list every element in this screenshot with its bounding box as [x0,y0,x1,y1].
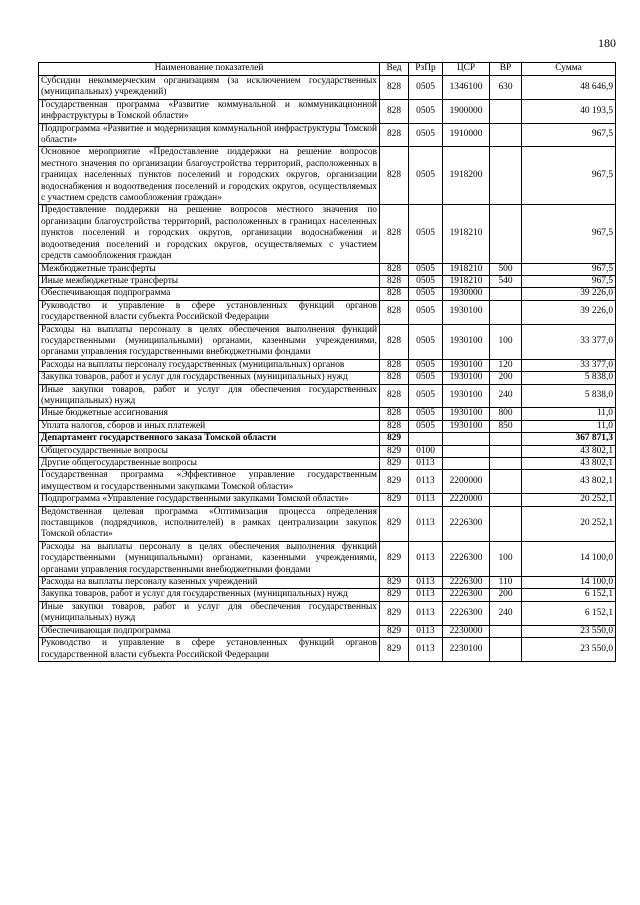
cell-sum: 11,0 [522,420,616,432]
cell-vr: 800 [490,408,522,420]
cell-ved: 829 [380,577,409,589]
cell-ved: 828 [380,359,409,371]
cell-rzpr: 0505 [409,300,443,324]
cell-name: Департамент государственного заказа Томской области [39,433,380,445]
header-name: Наименование показателей [39,63,380,76]
cell-vr: 240 [490,384,522,408]
cell-csr: 1900000 [443,99,490,123]
cell-name: Общегосударственные вопросы [39,445,380,457]
cell-ved: 828 [380,420,409,432]
cell-sum: 20 252,1 [522,506,616,541]
cell-ved: 828 [380,123,409,147]
cell-vr: 200 [490,372,522,384]
table-row [39,638,616,662]
cell-name: Расходы на выплаты персоналу государственных (муниципальных) органов [39,359,380,371]
cell-rzpr: 0505 [409,263,443,275]
table-row [39,288,616,300]
table-row [39,625,616,637]
cell-vr [490,205,522,263]
cell-rzpr: 0113 [409,506,443,541]
cell-csr: 1918210 [443,263,490,275]
cell-sum: 367 871,3 [522,433,616,445]
cell-csr: 2226300 [443,577,490,589]
cell-rzpr: 0100 [409,445,443,457]
cell-rzpr: 0505 [409,99,443,123]
cell-csr: 2230000 [443,625,490,637]
cell-name: Закупка товаров, работ и услуг для государственных (муниципальных) нужд [39,372,380,384]
cell-ved: 829 [380,541,409,576]
cell-ved: 828 [380,275,409,287]
cell-vr: 100 [490,324,522,359]
cell-rzpr: 0113 [409,577,443,589]
cell-csr: 2226300 [443,541,490,576]
cell-csr [443,445,490,457]
cell-sum: 5 838,0 [522,372,616,384]
cell-sum: 23 550,0 [522,638,616,662]
cell-ved: 829 [380,638,409,662]
cell-sum: 967,5 [522,263,616,275]
cell-vr [490,123,522,147]
cell-ved: 828 [380,263,409,275]
cell-sum: 967,5 [522,123,616,147]
cell-sum: 14 100,0 [522,577,616,589]
cell-csr: 1930100 [443,324,490,359]
cell-rzpr: 0505 [409,275,443,287]
cell-ved: 828 [380,384,409,408]
cell-rzpr: 0505 [409,123,443,147]
cell-rzpr: 0113 [409,638,443,662]
cell-sum: 967,5 [522,275,616,287]
cell-ved: 829 [380,445,409,457]
cell-csr: 1930100 [443,372,490,384]
cell-sum: 20 252,1 [522,494,616,506]
cell-vr [490,288,522,300]
budget-table [38,62,616,662]
header-ved: Вед [380,63,409,76]
table-row [39,470,616,494]
table-row [39,494,616,506]
cell-name: Расходы на выплаты персоналу казенных учреждений [39,577,380,589]
cell-vr [490,458,522,470]
cell-rzpr: 0113 [409,470,443,494]
cell-ved: 829 [380,589,409,601]
cell-ved: 829 [380,458,409,470]
cell-rzpr: 0113 [409,541,443,576]
cell-rzpr: 0505 [409,205,443,263]
cell-csr: 2200000 [443,470,490,494]
cell-vr [490,494,522,506]
cell-csr: 2220000 [443,494,490,506]
cell-ved: 828 [380,76,409,100]
cell-ved: 828 [380,324,409,359]
cell-ved: 828 [380,205,409,263]
table-row [39,147,616,205]
cell-csr: 1910000 [443,123,490,147]
cell-sum: 48 646,9 [522,76,616,100]
cell-rzpr: 0505 [409,288,443,300]
cell-vr [490,433,522,445]
cell-sum: 43 802,1 [522,445,616,457]
cell-rzpr: 0505 [409,372,443,384]
cell-csr: 1930100 [443,359,490,371]
table-row [39,205,616,263]
cell-ved: 829 [380,433,409,445]
cell-vr: 500 [490,263,522,275]
cell-vr [490,147,522,205]
cell-csr: 1346100 [443,76,490,100]
table-header-row [39,63,616,76]
cell-rzpr: 0113 [409,625,443,637]
cell-name: Государственная программа «Эффективное управление государственным имуществом и государственными закупками Томской области» [39,470,380,494]
cell-ved: 828 [380,99,409,123]
cell-name: Иные закупки товаров, работ и услуг для обеспечения государственных (муниципальных) нужд [39,384,380,408]
cell-sum: 39 226,0 [522,300,616,324]
cell-name: Предоставление поддержки на решение вопросов местного значения по организации благоустройства территорий, расположенных в границах населенных пунктов поселений и городских округов, организации водоснабжения и водоотведения поселений и городских округов, осуществляемых с участием средств самообложения граждан [39,205,380,263]
cell-rzpr: 0505 [409,147,443,205]
table-row [39,445,616,457]
table-row [39,433,616,445]
cell-rzpr: 0113 [409,601,443,625]
cell-sum: 6 152,1 [522,601,616,625]
cell-vr [490,445,522,457]
table-row [39,384,616,408]
cell-ved: 828 [380,408,409,420]
cell-sum: 43 802,1 [522,458,616,470]
cell-csr: 1930100 [443,408,490,420]
cell-name: Межбюджетные трансферты [39,263,380,275]
cell-ved: 828 [380,288,409,300]
table-row [39,324,616,359]
cell-name: Уплата налогов, сборов и иных платежей [39,420,380,432]
cell-name: Обеспечивающая подпрограмма [39,288,380,300]
table-row [39,506,616,541]
cell-ved: 828 [380,372,409,384]
cell-rzpr: 0113 [409,458,443,470]
cell-vr [490,625,522,637]
cell-csr [443,458,490,470]
cell-ved: 829 [380,470,409,494]
cell-vr: 240 [490,601,522,625]
cell-sum: 23 550,0 [522,625,616,637]
cell-ved: 829 [380,601,409,625]
cell-vr: 100 [490,541,522,576]
cell-vr: 850 [490,420,522,432]
cell-vr: 110 [490,577,522,589]
cell-name: Обеспечивающая подпрограмма [39,625,380,637]
cell-rzpr: 0113 [409,589,443,601]
table-row [39,601,616,625]
cell-csr: 1930100 [443,300,490,324]
cell-sum: 33 377,0 [522,324,616,359]
cell-name: Закупка товаров, работ и услуг для государственных (муниципальных) нужд [39,589,380,601]
cell-sum: 967,5 [522,147,616,205]
cell-vr: 540 [490,275,522,287]
table-row [39,76,616,100]
table-row [39,420,616,432]
cell-name: Иные закупки товаров, работ и услуг для обеспечения государственных (муниципальных) нужд [39,601,380,625]
cell-vr [490,638,522,662]
cell-name: Руководство и управление в сфере установленных функций органов государственной власти субъекта Российской Федерации [39,300,380,324]
cell-sum: 14 100,0 [522,541,616,576]
table-row [39,359,616,371]
cell-name: Подпрограмма «Управление государственными закупками Томской области» [39,494,380,506]
cell-vr [490,300,522,324]
cell-csr: 2226300 [443,601,490,625]
cell-ved: 828 [380,147,409,205]
cell-ved: 828 [380,300,409,324]
cell-sum: 11,0 [522,408,616,420]
table-row [39,458,616,470]
cell-sum: 33 377,0 [522,359,616,371]
cell-ved: 829 [380,625,409,637]
page-number: 180 [598,36,616,50]
cell-rzpr: 0505 [409,384,443,408]
cell-name: Расходы на выплаты персоналу в целях обеспечения выполнения функций государственными (муниципальными) органами, казенными учреждениями, органами управления государственными внебюджетными фондами [39,324,380,359]
cell-name: Расходы на выплаты персоналу в целях обеспечения выполнения функций государственными (муниципальными) органами, казенными учреждениями, органами управления государственными внебюджетными фондами [39,541,380,576]
cell-name: Субсидии некоммерческим организациям (за исключением государственных (муниципальных) учреждений) [39,76,380,100]
header-rzpr: РзПр [409,63,443,76]
table-row [39,300,616,324]
cell-name: Ведомственная целевая программа «Оптимизация процесса определения поставщиков (подрядчиков, исполнителей) в рамках централизации закупок Томской области» [39,506,380,541]
cell-vr [490,470,522,494]
cell-sum: 5 838,0 [522,384,616,408]
table-row [39,541,616,576]
cell-name: Основное мероприятие «Предоставление поддержки на решение вопросов местного значения по организации благоустройства территорий, расположенных в границах населенных пунктов поселений и городских округов, организации водоснабжения и водоотведения поселений и городских округов, осуществляемых с участием средств самообложения граждан» [39,147,380,205]
cell-sum: 967,5 [522,205,616,263]
cell-vr [490,99,522,123]
cell-rzpr: 0505 [409,408,443,420]
cell-name: Другие общегосударственные вопросы [39,458,380,470]
table-row [39,408,616,420]
cell-csr: 2230100 [443,638,490,662]
cell-csr: 2226300 [443,506,490,541]
cell-vr [490,506,522,541]
cell-csr: 1930100 [443,384,490,408]
cell-csr: 1930000 [443,288,490,300]
cell-vr: 630 [490,76,522,100]
cell-rzpr: 0505 [409,324,443,359]
cell-sum: 6 152,1 [522,589,616,601]
table-row [39,263,616,275]
table-row [39,99,616,123]
cell-csr [443,433,490,445]
cell-vr: 200 [490,589,522,601]
table-row [39,123,616,147]
cell-csr: 1918210 [443,275,490,287]
cell-csr: 1918210 [443,205,490,263]
cell-sum: 43 802,1 [522,470,616,494]
cell-name: Руководство и управление в сфере установленных функций органов государственной власти субъекта Российской Федерации [39,638,380,662]
cell-vr: 120 [490,359,522,371]
cell-name: Подпрограмма «Развитие и модернизация коммунальной инфраструктуры Томской области» [39,123,380,147]
cell-name: Иные бюджетные ассигнования [39,408,380,420]
cell-name: Государственная программа «Развитие коммунальной и коммуникационной инфраструктуры в Томской области» [39,99,380,123]
cell-csr: 1930100 [443,420,490,432]
cell-ved: 829 [380,494,409,506]
cell-rzpr [409,433,443,445]
cell-rzpr: 0113 [409,494,443,506]
table-row [39,372,616,384]
cell-name: Иные межбюджетные трансферты [39,275,380,287]
header-vr: ВР [490,63,522,76]
table-row [39,275,616,287]
header-csr: ЦСР [443,63,490,76]
table-row [39,589,616,601]
cell-csr: 1918200 [443,147,490,205]
table-row [39,577,616,589]
cell-sum: 40 193,5 [522,99,616,123]
header-sum: Сумма [522,63,616,76]
cell-rzpr: 0505 [409,420,443,432]
cell-rzpr: 0505 [409,359,443,371]
cell-ved: 829 [380,506,409,541]
cell-csr: 2226300 [443,589,490,601]
cell-rzpr: 0505 [409,76,443,100]
cell-sum: 39 226,0 [522,288,616,300]
table-body [39,76,616,662]
